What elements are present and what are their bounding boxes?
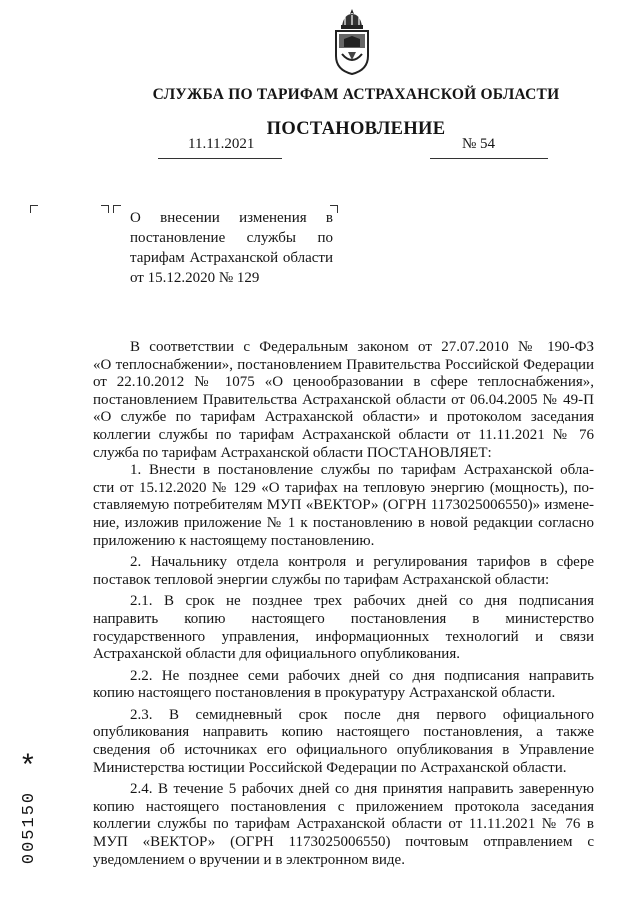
body-line: направить копию настоящего постановления в министерство — [93, 610, 594, 627]
registration-stamp-number — [9, 790, 49, 865]
body-line: сти от 15.12.2020 № 129 «О тарифах на тепловую энергию (мощность), по- — [93, 479, 594, 496]
agency-name: СЛУЖБА ПО ТАРИФАМ АСТРАХАНСКОЙ ОБЛАСТИ — [152, 86, 560, 103]
body-line: 2.4. В течение 5 рабочих дней со дня принятия направить заверенную — [130, 781, 594, 798]
body-line: 2.3. В семидневный срок после дня первого официального — [130, 706, 594, 723]
body-line: 1. Внести в постановление службы по тарифам Астраханской обла- — [130, 462, 594, 479]
astrakhan-coat-of-arms-icon — [330, 8, 374, 76]
body-line: 2. Начальнику отдела контроля и регулирования тарифов в сфере — [130, 554, 594, 571]
subject-line: от 15.12.2020 № 129 — [130, 270, 260, 286]
body-line: служба по тарифам Астраханской области ПОСТАНОВЛЯЕТ: — [93, 444, 492, 461]
body-line: 2.1. В срок не позднее трех рабочих дней со дня подписания — [130, 593, 594, 610]
body-line: уведомлением о вручении и в электронном виде. — [93, 851, 405, 868]
margin-asterisk: * — [22, 748, 34, 781]
corner-mark — [101, 205, 109, 213]
stamp-number-text: 005150 — [20, 790, 40, 865]
corner-mark — [30, 205, 38, 213]
body-line: опубликования направить копию настоящего постановления, а также — [93, 724, 594, 741]
body-line: копию настоящего постановления с приложением протокола заседания — [93, 798, 594, 815]
subject-line: О внесении изменения в — [130, 210, 333, 226]
number-underline — [430, 158, 548, 159]
body-line: МУП «ВЕКТОР» (ОГРН 1173025006550) почтовым отправлением с — [93, 834, 594, 851]
document-date: 11.11.2021 — [188, 136, 255, 152]
body-line: Астраханской области для официального опубликования. — [93, 646, 460, 663]
body-line: 2.2. Не позднее семи рабочих дней со дня подписания направить — [130, 667, 594, 684]
body-line: ние, изложив приложение № 1 к постановлению в новой редакции согласно — [93, 514, 594, 531]
body-line: государственного управления, информационных технологий и связи — [93, 628, 594, 645]
body-line: приложению к настоящему постановлению. — [93, 532, 375, 549]
body-line: копию настоящего постановления в прокуратуру Астраханской области. — [93, 685, 556, 702]
document-type-title: ПОСТАНОВЛЕНИЕ — [266, 119, 446, 139]
subject-line: постановление службы по — [130, 230, 333, 246]
corner-mark — [113, 205, 121, 213]
body-line: постановлением Правительства Астраханской области от 06.04.2005 № 49-П — [93, 391, 594, 408]
body-line: «О службе по тарифам Астраханской области» и протоколом заседания — [93, 409, 594, 426]
date-underline — [158, 158, 282, 159]
body-line: от 22.10.2012 № 1075 «О ценообразовании в сфере теплоснабжения», — [93, 374, 594, 391]
subject-line: тарифам Астраханской области — [130, 250, 333, 266]
body-line: сведения об источниках его официального опубликования в Управление — [93, 742, 594, 759]
document-subject — [130, 208, 333, 288]
body-line: «О теплоснабжении», постановлением Правительства Российской Федерации — [93, 356, 594, 373]
body-line: ставляемую потребителям МУП «ВЕКТОР» (ОГРН 1173025006550)» измене- — [93, 497, 594, 514]
document-body — [93, 339, 594, 869]
body-line: В соответствии с Федеральным законом от 27.07.2010 № 190-ФЗ — [130, 339, 594, 355]
body-line: Министерства юстиции Российской Федерации по Астраханской области. — [93, 759, 567, 776]
body-line: коллегии службы по тарифам Астраханской области от 11.11.2021 № 76 в — [93, 816, 594, 833]
body-line: поставок тепловой энергии службы по тарифам Астраханской области: — [93, 571, 550, 588]
document-number: № 54 — [462, 136, 496, 152]
body-line: коллегии службы по тарифам Астраханской области от 11.11.2021 № 76 — [93, 426, 594, 443]
